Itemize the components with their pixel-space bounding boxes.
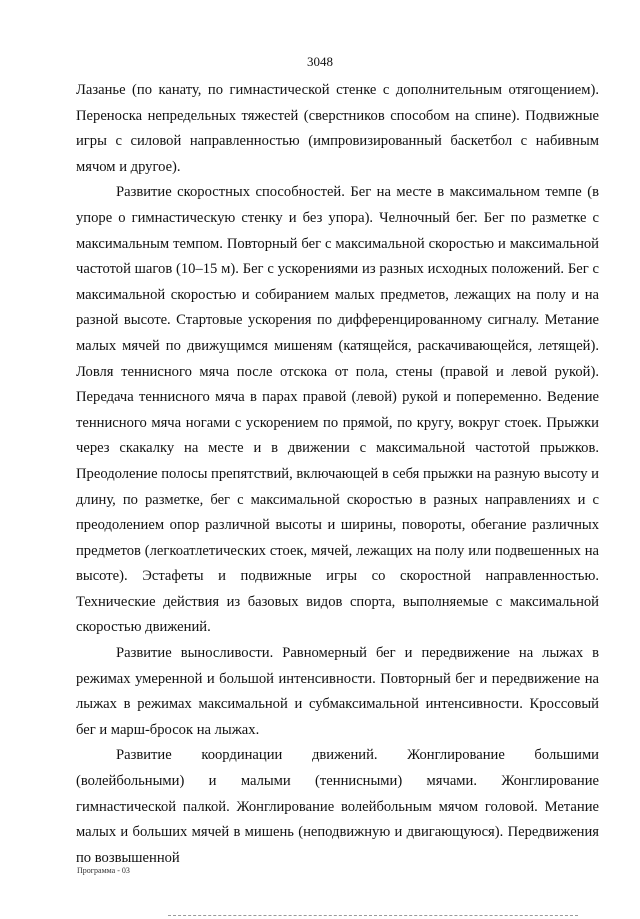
paragraph-endurance: Развитие выносливости. Равномерный бег и передвижение на лыжах в режимах умеренной и большой интенсивности. Повторный бег и передвижение на лыжах в режимах максимальной и субмаксимальной интенсивности. Кроссовый бег и марш-бросок на лыжах. (76, 645, 599, 738)
paragraph-strength-games: Лазанье (по канату, по гимнастической стенке с дополнительным отягощением). Переноска непредельных тяжестей (сверстников способом на спине). Подвижные игры с силовой направленностью (импровизированный баскетбол с набивным мячом и другое). (76, 82, 599, 175)
footer-label: Программа - 03 (77, 866, 130, 875)
page-number: 3048 (307, 54, 333, 69)
paragraph-speed-abilities: Развитие скоростных способностей. Бег на месте в максимальном темпе (в упоре о гимнастическую стенку и без упора). Челночный бег. Бег по разметке с максимальным темпом. Повторный бег с максимальной скоростью и максимальной частотой шагов (10–15 м). Бег с ускорениями из разных исходных положений. Бег с максимальной скоростью и собиранием малых предметов, лежащих на полу и на разной высоте. Стартовые ускорения по дифференцированному сигналу. Метание малых мячей по движущимся мишеням (катящейся, раскачивающейся, летящей). Ловля теннисного мяча после отскока от пола, стены (правой и левой рукой). Передача теннисного мяча в парах правой (левой) рукой и попеременно. Ведение теннисного мяча ногами с ускорением по прямой, по кругу, вокруг стоек. Прыжки через скакалку на месте и в движении с максимальной частотой прыжков. Преодоление полосы препятствий, включающей в себя прыжки на разную высоту и длину, по разметке, бег с максимальной скоростью в разных направлениях и с преодолением опор различной высоты и ширины, повороты, обегание различных предметов (легкоатлетических стоек, мячей, лежащих на полу или подвешенных на высоте). Эстафеты и подвижные игры со скоростной направленностью. Технические действия из базовых видов спорта, выполняемые с максимальной скоростью движений. (76, 184, 599, 636)
body-text (76, 78, 599, 871)
paragraph-coordination: Развитие координации движений. Жонглирование большими (волейбольными) и малыми (теннисными) мячами. Жонглирование гимнастической палкой. Жонглирование волейбольным мячом головой. Метание малых и больших мячей в мишень (неподвижную и двигающуюся). Передвижения по возвышенной (76, 747, 599, 866)
scan-edge-divider (168, 914, 578, 916)
